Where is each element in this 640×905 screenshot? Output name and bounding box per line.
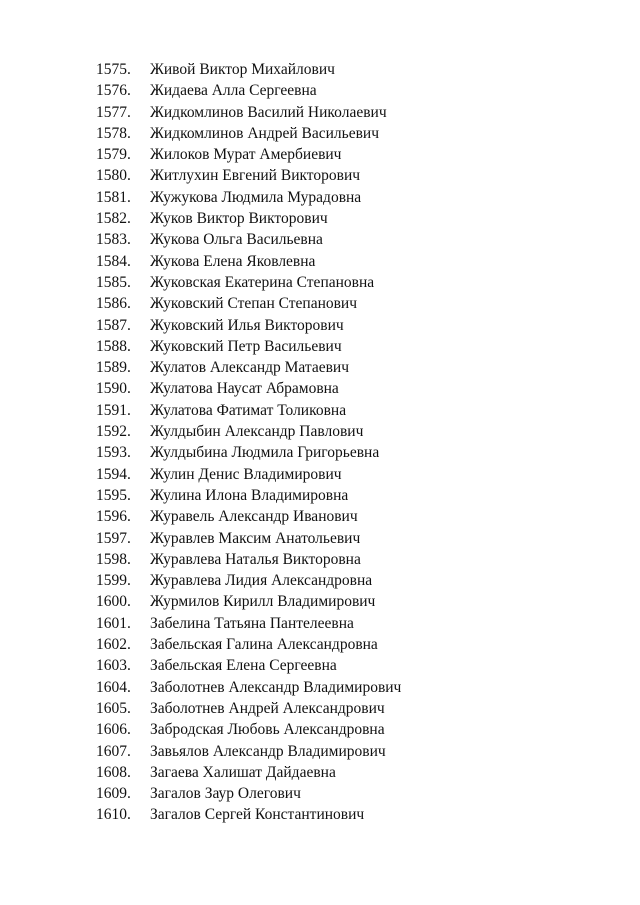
- entry-number: 1587.: [96, 316, 131, 334]
- entry-number: 1605.: [96, 699, 131, 717]
- entry-number: 1592.: [96, 423, 131, 441]
- list-item: [0, 315, 640, 336]
- entry-number: 1600.: [96, 593, 131, 611]
- entry-number: 1595.: [96, 486, 131, 504]
- entry-name: Заболотнев Андрей Александрович: [150, 699, 385, 717]
- list-item: [0, 613, 640, 634]
- entry-name: Жулатов Александр Матаевич: [150, 359, 350, 377]
- entry-name: Жидкомлинов Василий Николаевич: [150, 103, 387, 121]
- list-item: [0, 102, 640, 123]
- entry-name: Журавлева Наталья Викторовна: [150, 550, 361, 568]
- list-item: [0, 655, 640, 676]
- entry-number: 1582.: [96, 210, 131, 228]
- list-item: [0, 741, 640, 762]
- list-item: [0, 357, 640, 378]
- list-item: [0, 421, 640, 442]
- entry-name: Жуковский Степан Степанович: [150, 295, 358, 313]
- entry-number: 1577.: [96, 103, 131, 121]
- entry-number: 1580.: [96, 167, 131, 185]
- entry-name: Журавлев Максим Анатольевич: [150, 529, 361, 547]
- entry-name: Забельская Галина Александровна: [150, 636, 378, 654]
- entry-name: Жукова Елена Яковлевна: [150, 252, 316, 270]
- entry-name: Жулатова Наусат Абрамовна: [150, 380, 339, 398]
- list-item: [0, 208, 640, 229]
- entry-name: Завьялов Александр Владимирович: [150, 742, 386, 760]
- entry-name: Загалов Заур Олегович: [150, 785, 301, 803]
- entry-number: 1578.: [96, 124, 131, 142]
- entry-number: 1609.: [96, 785, 131, 803]
- list-item: [0, 485, 640, 506]
- entry-name: Журавлева Лидия Александровна: [150, 572, 373, 590]
- list-item: [0, 570, 640, 591]
- list-item: [0, 59, 640, 80]
- list-item: [0, 229, 640, 250]
- entry-name: Жидкомлинов Андрей Васильевич: [150, 124, 380, 142]
- list-item: [0, 378, 640, 399]
- entry-name: Жуковская Екатерина Степановна: [150, 273, 375, 291]
- entry-name: Загаева Халишат Дайдаевна: [150, 763, 336, 781]
- entry-number: 1576.: [96, 82, 131, 100]
- entry-number: 1575.: [96, 61, 131, 78]
- entry-number: 1599.: [96, 572, 131, 590]
- entry-name: Жулатова Фатимат Толиковна: [150, 401, 347, 419]
- entry-number: 1589.: [96, 359, 131, 377]
- entry-number: 1586.: [96, 295, 131, 313]
- entry-name: Живой Виктор Михайлович: [150, 61, 335, 78]
- entry-name: Жулина Илона Владимировна: [150, 486, 349, 504]
- list-item: [0, 144, 640, 165]
- entry-name: Журмилов Кирилл Владимирович: [150, 593, 376, 611]
- list-item: [0, 549, 640, 570]
- entry-name: Жидаева Алла Сергеевна: [150, 82, 317, 100]
- entry-number: 1591.: [96, 401, 131, 419]
- list-item: [0, 464, 640, 485]
- entry-name: Жулдыбин Александр Павлович: [150, 423, 364, 441]
- entry-number: 1602.: [96, 636, 131, 654]
- entry-number: 1603.: [96, 657, 131, 675]
- name-list: [0, 59, 640, 826]
- list-item: [0, 80, 640, 101]
- entry-name: Забельская Елена Сергеевна: [150, 657, 337, 675]
- entry-name: Журавель Александр Иванович: [150, 508, 358, 526]
- entry-number: 1607.: [96, 742, 131, 760]
- list-item: [0, 123, 640, 144]
- list-item: [0, 251, 640, 272]
- entry-name: Забелина Татьяна Пантелеевна: [150, 614, 354, 632]
- entry-number: 1594.: [96, 465, 131, 483]
- entry-name: Жукова Ольга Васильевна: [150, 231, 323, 249]
- entry-name: Жулдыбина Людмила Григорьевна: [150, 444, 380, 462]
- entry-name: Жилоков Мурат Амербиевич: [150, 146, 342, 164]
- list-item: [0, 272, 640, 293]
- list-item: [0, 400, 640, 421]
- list-item: [0, 442, 640, 463]
- entry-number: 1608.: [96, 763, 131, 781]
- list-item: [0, 187, 640, 208]
- list-item: [0, 719, 640, 740]
- list-item: [0, 591, 640, 612]
- entry-number: 1601.: [96, 614, 131, 632]
- list-item: [0, 634, 640, 655]
- entry-number: 1585.: [96, 273, 131, 291]
- list-item: [0, 165, 640, 186]
- entry-number: 1584.: [96, 252, 131, 270]
- list-item: [0, 762, 640, 783]
- entry-number: 1604.: [96, 678, 131, 696]
- entry-number: 1590.: [96, 380, 131, 398]
- entry-number: 1598.: [96, 550, 131, 568]
- list-item: [0, 698, 640, 719]
- entry-number: 1579.: [96, 146, 131, 164]
- entry-name: Заболотнев Александр Владимирович: [150, 678, 402, 696]
- entry-name: Жуковский Петр Васильевич: [150, 337, 342, 355]
- entry-name: Жуков Виктор Викторович: [150, 210, 328, 228]
- entry-number: 1606.: [96, 721, 131, 739]
- entry-number: 1596.: [96, 508, 131, 526]
- entry-name: Забродская Любовь Александровна: [150, 721, 385, 739]
- list-item: [0, 506, 640, 527]
- entry-number: 1597.: [96, 529, 131, 547]
- entry-number: 1581.: [96, 188, 131, 206]
- entry-name: Жужукова Людмила Мурадовна: [150, 188, 362, 206]
- entry-name: Жуковский Илья Викторович: [150, 316, 344, 334]
- list-item: [0, 293, 640, 314]
- entry-number: 1588.: [96, 337, 131, 355]
- list-item: [0, 677, 640, 698]
- list-item: [0, 528, 640, 549]
- entry-name: Житлухин Евгений Викторович: [150, 167, 361, 185]
- list-item: [0, 783, 640, 804]
- entry-number: 1583.: [96, 231, 131, 249]
- entry-number: 1593.: [96, 444, 131, 462]
- list-item: [0, 336, 640, 357]
- entry-name: Жулин Денис Владимирович: [150, 465, 342, 483]
- entry-name: Загалов Сергей Константинович: [150, 806, 365, 824]
- list-item: [0, 804, 640, 825]
- entry-number: 1610.: [96, 806, 131, 824]
